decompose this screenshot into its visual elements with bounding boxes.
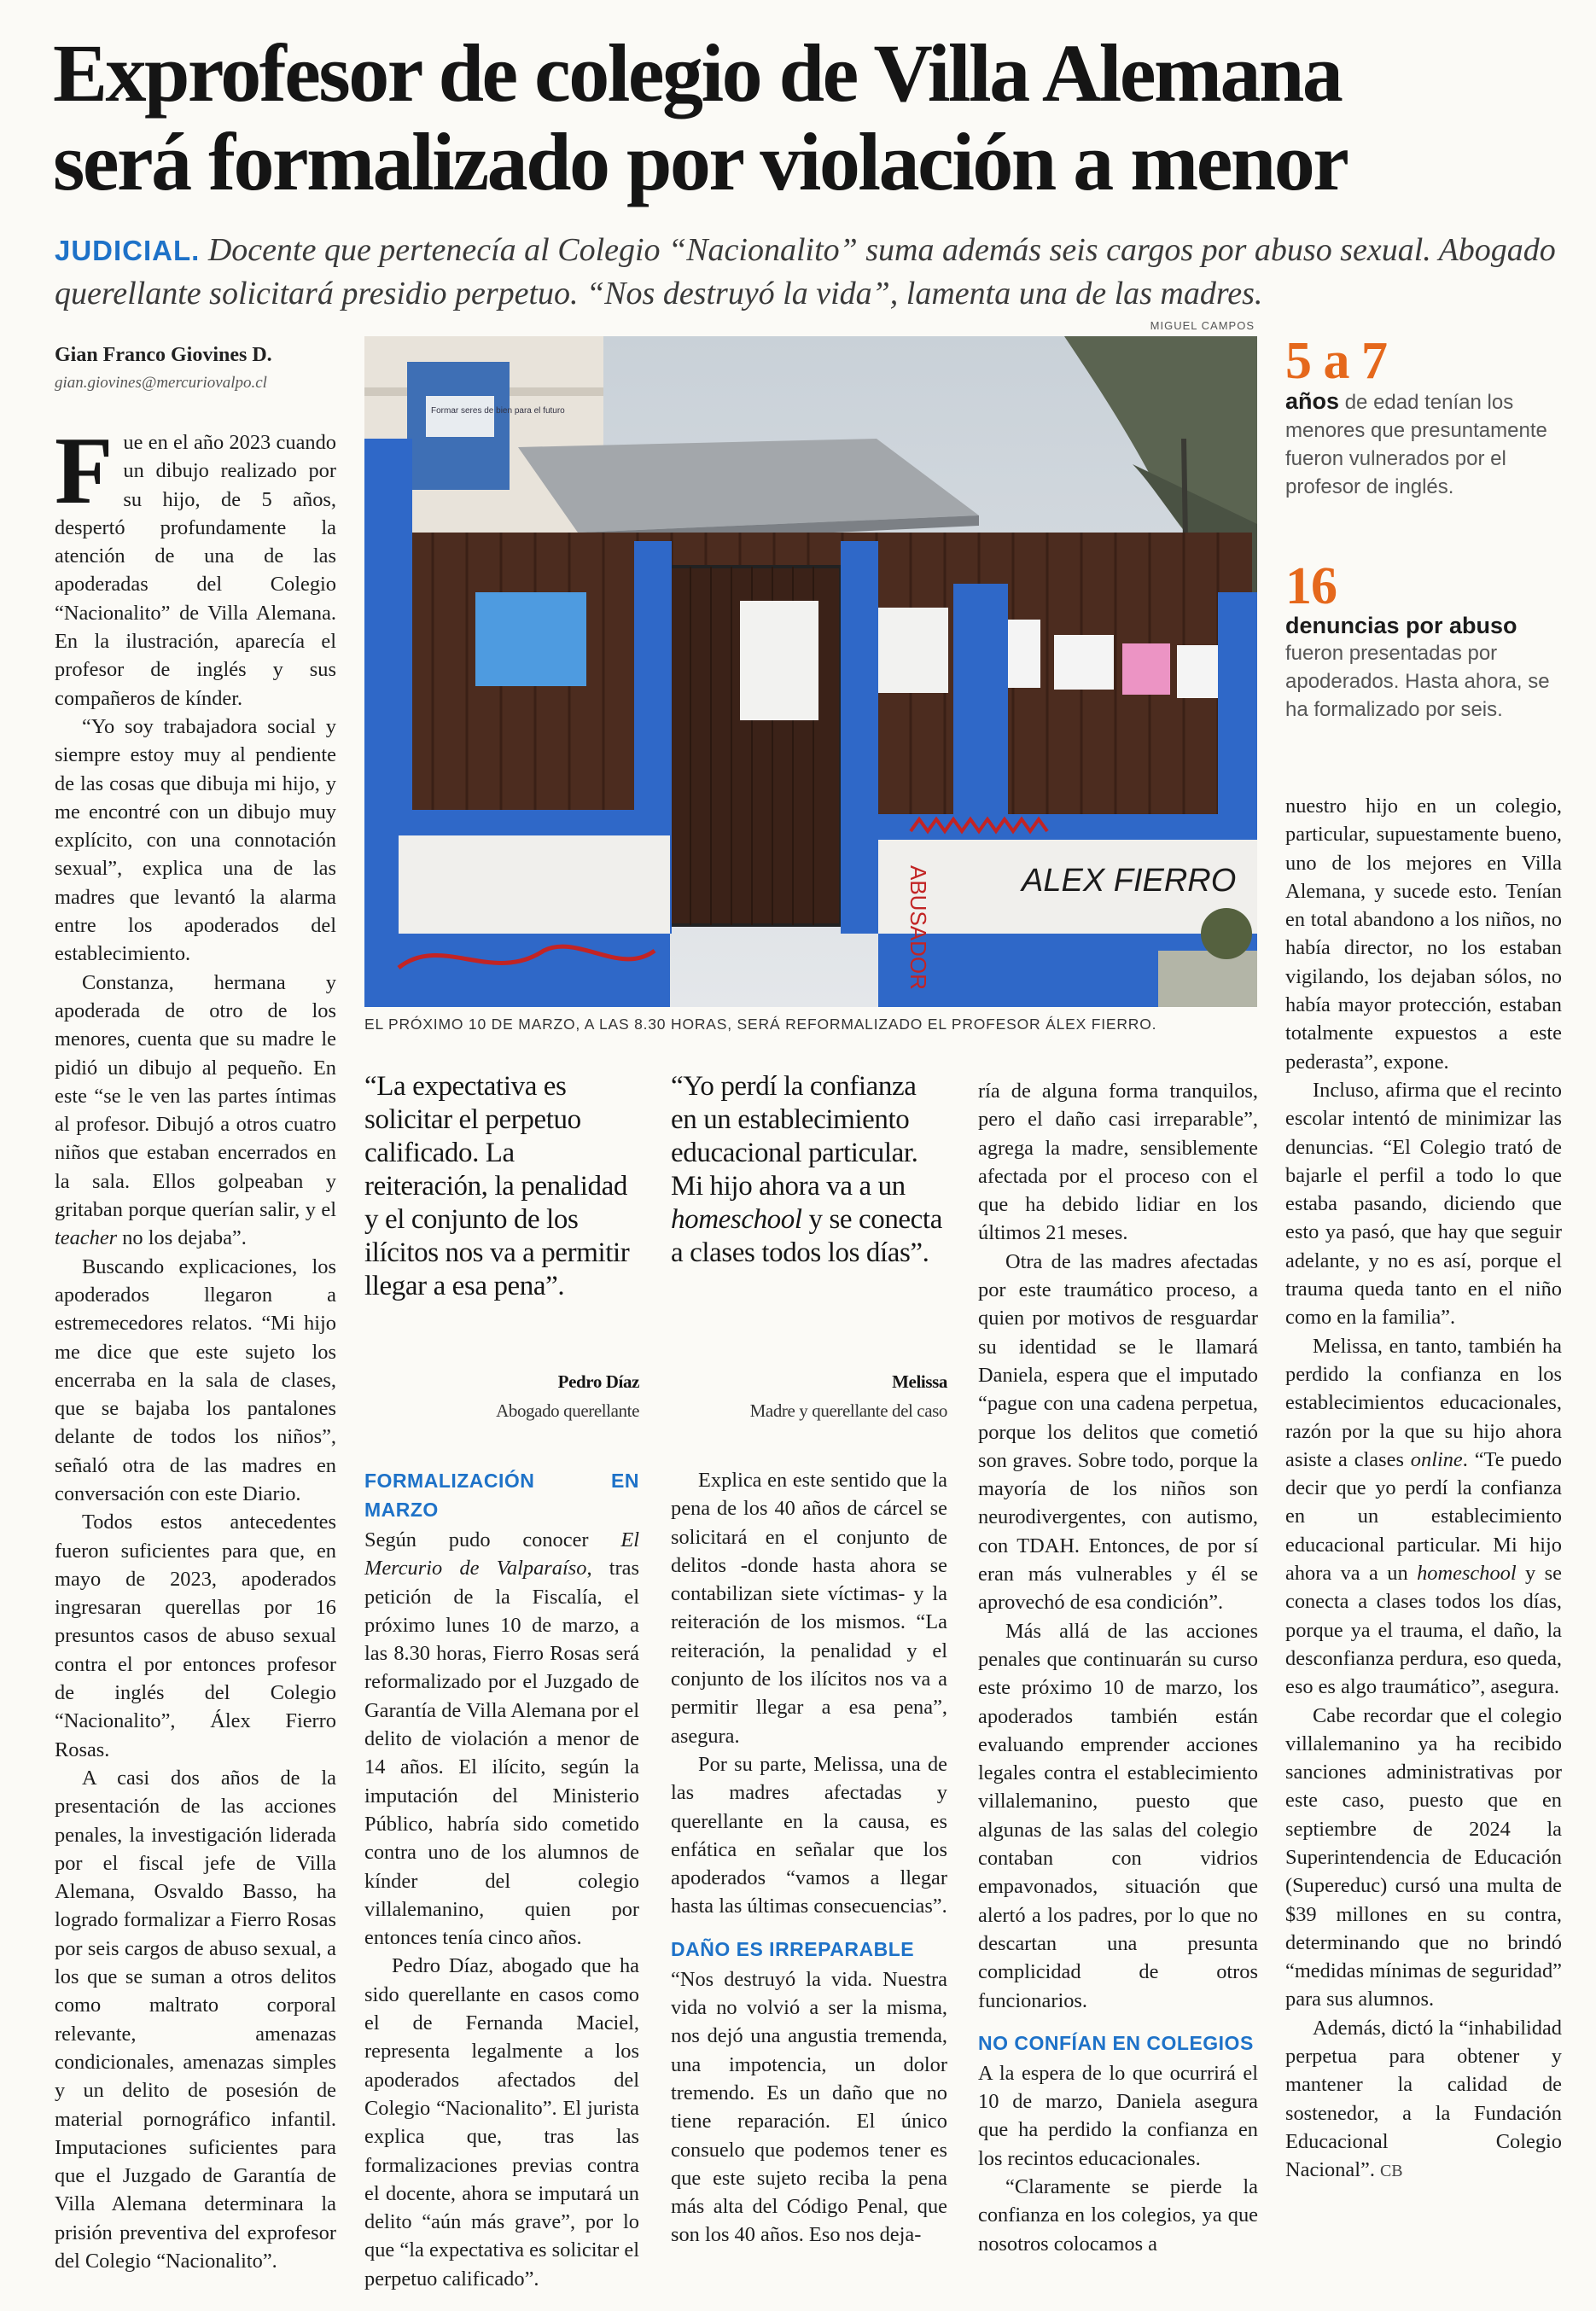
stat-text: de edad tenían los menores que presuntamente fueron vulnerados por el profesor de inglés.	[1285, 391, 1547, 498]
stat-block-age	[1285, 332, 1562, 501]
paragraph: “Yo soy trabajadora social y siempre estoy muy al pendiente de las cosas que dibuja mi hijo, y me encontré con un dibujo muy explícito, con una connotación sexual”, explica una de las madres que levantó la alarma entre los apoderados del establecimiento.	[55, 714, 336, 966]
paragraph-text: Constanza, hermana y apoderada de otro de los menores, cuenta que su madre le pidió un dibujo al pequeño. En este “se le ven las partes íntimas al profesor. Dibujó a otros cuatro niños que estaban encerrados en la sala. Ellos golpeaban y gritaban porque querían salir, y el	[55, 970, 336, 1222]
paragraph	[55, 969, 336, 1253]
stat-block-complaints	[1285, 557, 1562, 724]
drop-cap: F	[55, 418, 114, 524]
stat-number: 5 a 7	[1285, 332, 1387, 390]
stat-text: fueron presentadas por apoderados. Hasta ahora, se ha formalizado por seis.	[1285, 642, 1550, 721]
paragraph-text: ue en el año 2023 cuando un dibujo realizado por su hijo, de 5 años, despertó profundamente la atención de una de las apoderadas del Colegio “Nacionalito” de Villa Alemana. En la ilustración, aparecía el profesor de inglés y sus compañeros de kínder.	[55, 431, 336, 710]
paragraph	[364, 1526, 639, 1952]
graffiti-name: ALEX FIERRO	[1022, 863, 1237, 899]
paragraph: Por su parte, Melissa, una de las madres afectadas y querellante en la causa, es enfática en señalar que los apoderados “vamos a llegar hasta las últimas consecuencias”.	[671, 1752, 947, 1918]
article-column-3	[671, 1466, 947, 2250]
headline-line-1: Exprofesor de colegio de Villa Alemana	[53, 27, 1342, 119]
paragraph: A casi dos años de la presentación de las acciones penales, la investigación liderada por el fiscal jefe de Villa Alemana, Osvaldo Basso, ha logrado formalizar a Fierro Rosas por seis cargos de abuso sexual, a los que se suman a otros delitos como maltrato corporal relevante, amenazas condicionales, amenazas simples y un delito de posesión de material pornográfico infantil. Imputaciones suficientes para que el Juzgado de Garantía de Villa Alemana determinara la prisión preventiva del exprofesor del Colegio “Nacionalito”.	[55, 1766, 336, 2273]
quote-text: “La expectativa es solicitar el perpetuo calificado. La reiteración, la penalidad y el conjunto de los ilícitos nos va a permitir llegar a esa pena”.	[364, 1071, 630, 1301]
paragraph: Pedro Díaz, abogado que ha sido querellante en casos como el de Fernanda Maciel, representa legalmente a los apoderados afectados del Colegio “Nacionalito”. El jurista explica que, tras las formalizaciones previas contra el docente, ahora se imputará un delito “aún más grave”, por lo que “la expectativa es solicitar el perpetuo calificado”.	[364, 1954, 639, 2291]
paragraph-text: Además, dictó la “inhabilidad perpetua para obtener y mantener la calidad de sostenedor, a la Fundación Educacional Colegio Nacional”.	[1285, 2016, 1562, 2182]
pull-quote-pedro	[364, 1070, 639, 1421]
quote-author: Pedro Díaz	[557, 1371, 639, 1392]
graffiti-abuso: ABUSADOR	[906, 865, 931, 990]
paragraph: Más allá de las acciones penales que continuarán su curso este próximo 10 de marzo, los apoderados también están evaluando emprender acciones legales contra el establecimiento villalemanino, puesto que algunas de las salas del colegio contaban con vidrios empavonados, situación que alertó a los padres, por lo que no descartan una presunta complicidad de otros funcionarios.	[978, 1619, 1258, 2012]
paragraph: Otra de las madres afectadas por este traumático proceso, a quien por motivos de resguardar su identidad se le llamará Daniela, espera que el imputado “pague con una cadena perpetua, porque los delitos que cometió son graves. Sobre todo, porque la mayoría de los niños son neurodivergentes, con autismo, con TDAH. Entonces, de por sí eran más vulnerables y él se aprovechó de esa condición”.	[978, 1249, 1258, 1615]
paragraph-text: y se conecta a clases todos los días, porque ya el trauma, el daño, la desconfianza perdura, eso queda, eso es algo traumático”, asegura.	[1285, 1562, 1562, 1699]
subheading-no-confian: NO CONFÍAN EN COLEGIOS	[978, 2031, 1254, 2054]
article-column-2	[364, 1466, 639, 2293]
stat-description	[1285, 387, 1562, 501]
paragraph-italic: El Mercurio de Valparaíso	[364, 1528, 639, 1580]
end-mark-icon: CB	[1379, 2162, 1403, 2181]
author-email[interactable]: gian.giovines@mercuriovalpo.cl	[55, 374, 267, 392]
quote-author: Melissa	[892, 1371, 947, 1392]
paragraph-text: Melissa, en tanto, también ha perdido la confianza en los establecimientos educacionales, razón por la que su hijo ahora asiste a clases	[1285, 1334, 1562, 1471]
quote-part: “Yo perdí la confianza en un establecimiento educacional particular. Mi hijo ahora va a un	[671, 1071, 918, 1202]
quote-italic: homeschool	[671, 1204, 802, 1235]
photo-caption: EL PRÓXIMO 10 DE MARZO, A LAS 8.30 HORAS, SERÁ REFORMALIZADO EL PROFESOR ÁLEX FIERRO.	[364, 1016, 1157, 1033]
article-column-4	[978, 1077, 1258, 2258]
section-tag: JUDICIAL.	[55, 235, 201, 266]
paragraph: nuestro hijo en un colegio, particular, supuestamente bueno, uno de los mejores en Villa Alemana, y sucede esto. Tenían en total abandono a los niños, no había director, no los estaban vigilando, los dejaban sólos, no había mayor protección, estaban totalmente expuestos a este pederasta”, expone.	[1285, 795, 1562, 1074]
paragraph: ría de alguna forma tranquilos, pero el daño casi irreparable”, agrega la madre, sensiblemente afectada por el proceso con el que ha debido lidiar en los últimos 21 meses.	[978, 1080, 1258, 1245]
paragraph: Explica en este sentido que la pena de los 40 años de cárcel se solicitará en el conjunto de delitos -donde hasta ahora se contabilizan siete víctimas- y la reiteración de los mismos. “La reiteración, la penalidad y el conjunto de los ilícitos nos va a permitir llegar a esa pena”, asegura.	[671, 1469, 947, 1748]
subheading-dano: DAÑO ES IRREPARABLE	[671, 1937, 915, 1960]
quote-role: Abogado querellante	[496, 1400, 639, 1421]
school-photo	[364, 336, 1257, 1007]
quote-role: Madre y querellante del caso	[749, 1400, 947, 1421]
paragraph-text: no los dejaba”.	[117, 1226, 247, 1250]
quote-part: y se conecta a clases todos los días”.	[671, 1204, 942, 1268]
school-sign-text: Formar seres de bien para el futuro	[431, 406, 565, 416]
headline	[53, 29, 1555, 207]
paragraph-italic: online	[1410, 1447, 1463, 1471]
deck	[55, 229, 1557, 315]
school-photo-illustration	[364, 336, 1257, 1007]
pull-quote-melissa	[671, 1070, 947, 1421]
paragraph-text: . “Te puedo decir que yo perdí la confianza en un establecimiento educacional particular. Mi hijo ahora va a un	[1285, 1447, 1563, 1586]
paragraph-text: , tras petición de la Fiscalía, el próximo lunes 10 de marzo, a las 8.30 horas, Fierro Rosas será reformalizado por el Juzgado de Garantía de Villa Alemana por el delito de violación a menor de 14 años. El ilícito, según la imputación del Ministerio Público, habría sido cometido contra uno de los alumnos de kínder del colegio villalemanino, quien por entonces tenía cinco años.	[364, 1557, 639, 1950]
photo-credit: MIGUEL CAMPOS	[1150, 319, 1255, 332]
stat-lead: años	[1285, 388, 1340, 414]
stat-lead: denuncias por abuso	[1285, 613, 1517, 638]
paragraph: Cabe recordar que el colegio villalemanino ya ha recibido sanciones administrativas por este caso, puesto que en septiembre de 2024 la Superintendencia de Educación (Supereduc) cursó una multa de $39 millones en su contra, determinando que no brindó “medidas mínimas de seguridad” para sus alumnos.	[1285, 1703, 1562, 2011]
paragraph: Todos estos antecedentes fueron suficientes para que, en mayo de 2023, apoderados ingresaran querellas por 16 presuntos casos de abuso sexual contra el por entonces profesor de inglés del Colegio “Nacionalito”, Álex Fierro Rosas.	[55, 1511, 336, 1761]
stat-number: 16	[1285, 557, 1337, 615]
quote-text	[671, 1070, 947, 1270]
paragraph	[1285, 1332, 1562, 1702]
deck-text: Docente que pertenecía al Colegio “Nacionalito” suma además seis cargos por abuso sexual. Abogado querellante solicitará presidio perpetuo. “Nos destruyó la vida”, lamenta una de las madres.	[55, 232, 1556, 311]
article-column-1	[55, 418, 336, 2275]
author-name: Gian Franco Giovines D.	[55, 344, 272, 366]
subheading-formalizacion: FORMALIZACIÓN EN MARZO	[364, 1470, 639, 1521]
paragraph: Buscando explicaciones, los apoderados llegaron a estremecedores relatos. “Mi hijo me dice que este sujeto los encerraba en la sala de clases, que se bajaba los pantalones delante de todos los niños”, señaló otra de las madres en conversación con este Diario.	[55, 1254, 336, 1505]
paragraph	[1285, 2014, 1562, 2186]
article-column-5	[1285, 792, 1562, 2186]
paragraph: Incluso, afirma que el recinto escolar intentó de minimizar las denuncias. “El Colegio trató de bajarle el perfil a todo lo que estaba pasando, diciendo que esto ya pasó, que hay que seguir adelante, y no es así, porque el trauma queda tanto en el niño como en la familia”.	[1285, 1078, 1562, 1330]
paragraph: “Nos destruyó la vida. Nuestra vida no volvió a ser la misma, nos dejó una angustia tremenda, una impotencia, un dolor tremendo. Es un daño que no tiene reparación. El único consuelo que podemos tener es que este sujeto reciba la pena más alta del Código Penal, que son los 40 años. Eso nos deja-	[671, 1967, 947, 2247]
paragraph	[55, 418, 336, 713]
paragraph-text: Según pudo conocer	[364, 1528, 621, 1551]
byline	[55, 344, 345, 393]
paragraph-italic: homeschool	[1417, 1562, 1517, 1586]
paragraph: “Claramente se pierde la confianza en los colegios, ya que nosotros colocamos a	[978, 2174, 1258, 2256]
headline-line-2: será formalizado por violación a menor	[53, 116, 1348, 207]
paragraph-italic: teacher	[55, 1226, 118, 1250]
paragraph: A la espera de lo que ocurrirá el 10 de marzo, Daniela asegura que ha perdido la confianza en los recintos educacionales.	[978, 2061, 1258, 2170]
